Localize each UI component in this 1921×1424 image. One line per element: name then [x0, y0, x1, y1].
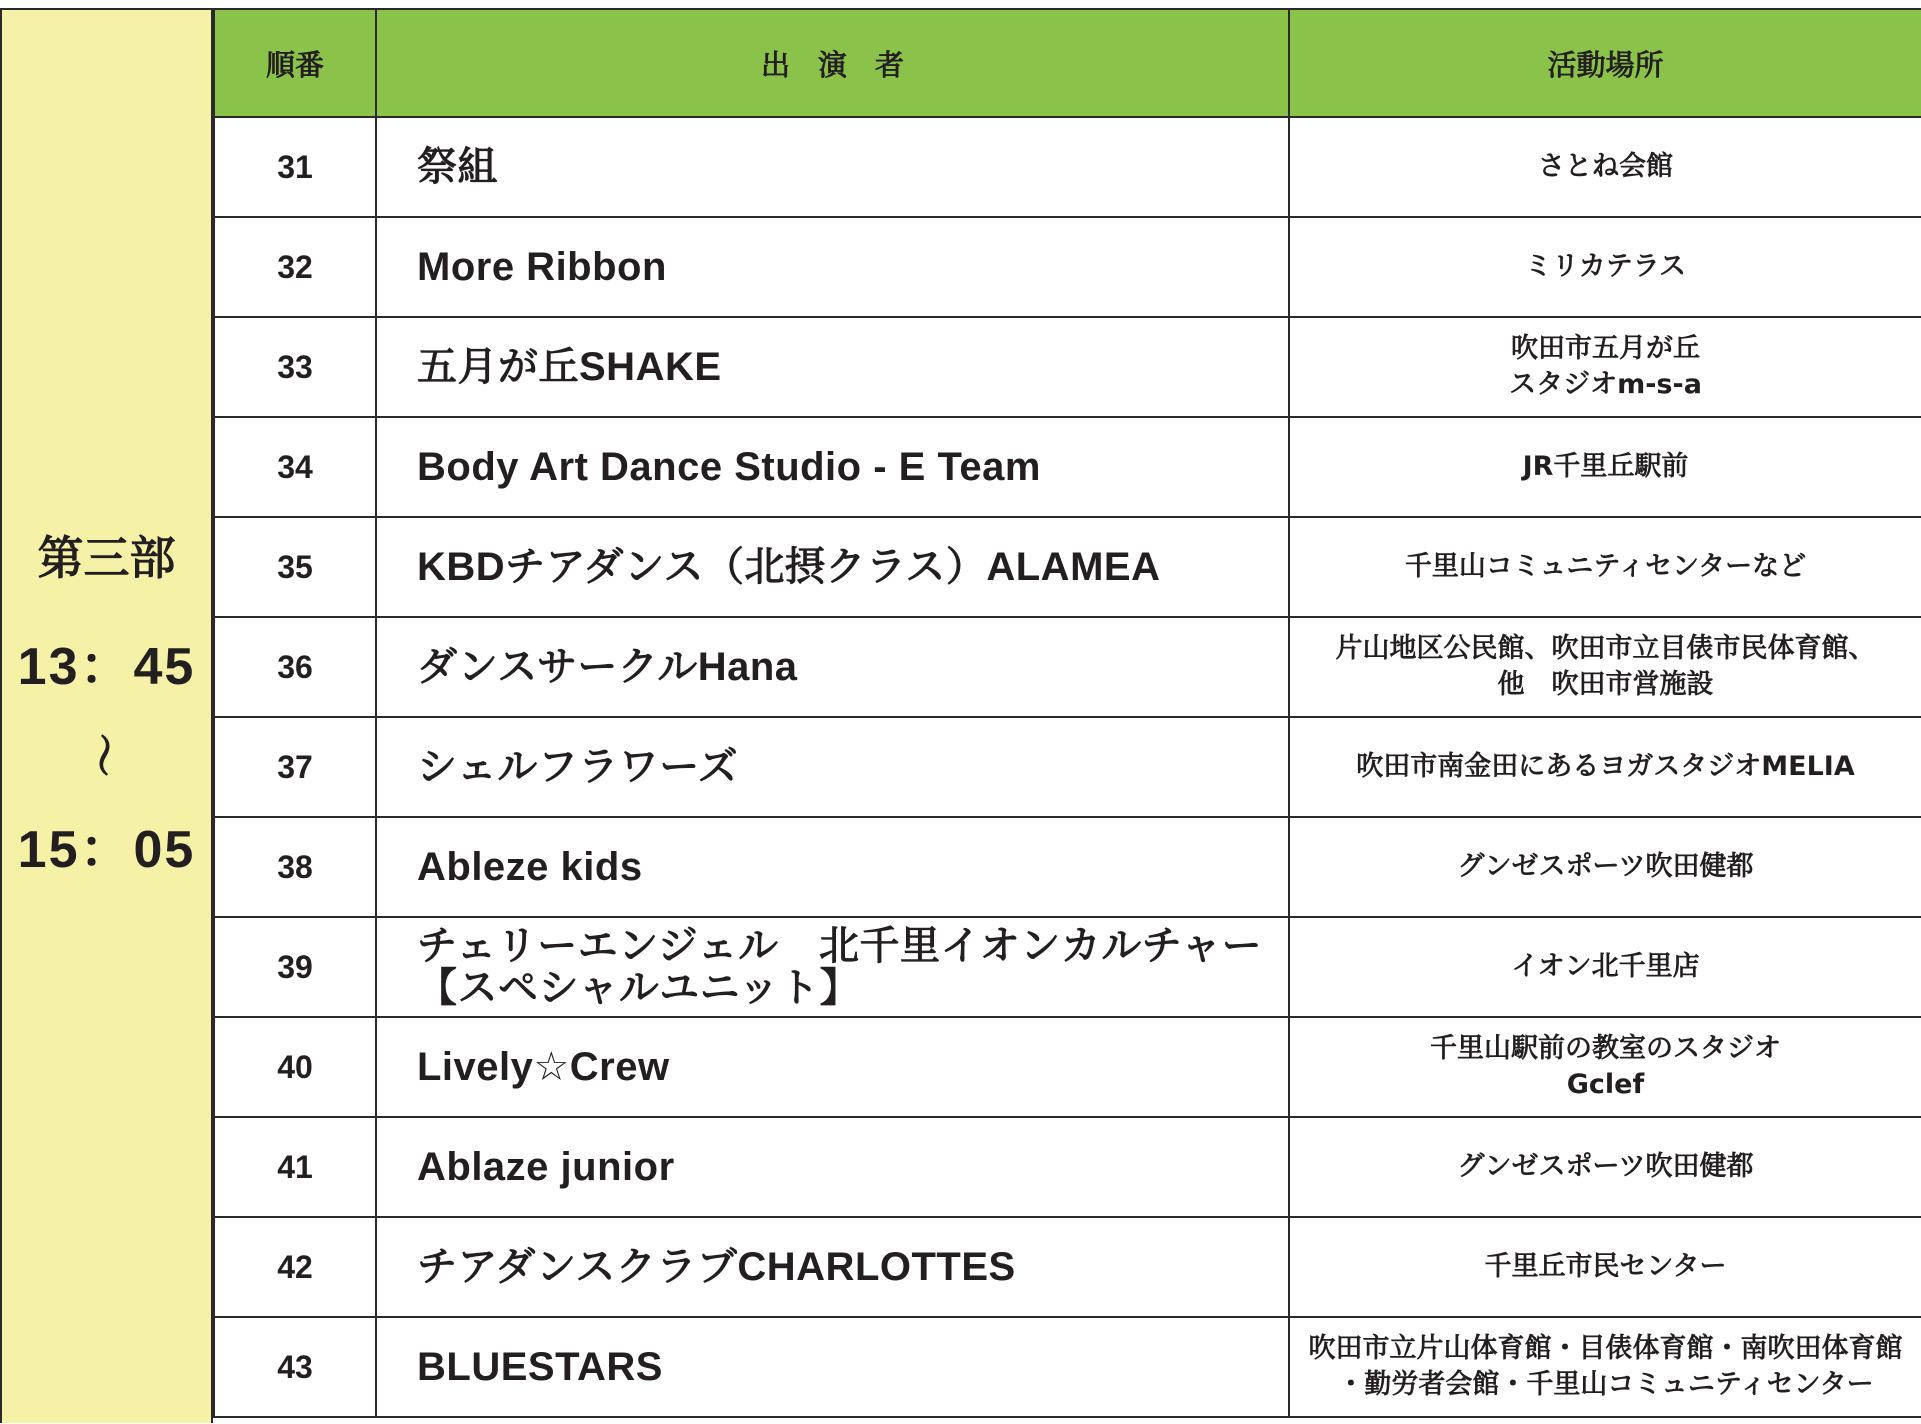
activity-location-line: 片山地区公民館、吹田市立目俵市民体育館、 [1335, 632, 1876, 664]
order-number: 41 [214, 1117, 376, 1217]
performer-name: Ableze kids [376, 817, 1289, 917]
performer-name: Ablaze junior [376, 1117, 1289, 1217]
activity-location-line: さとね会館 [1538, 150, 1673, 182]
activity-location-line: 吹田市南金田にあるヨガスタジオMELIA [1356, 750, 1855, 782]
activity-location-line: スタジオm-s-a [1509, 369, 1702, 400]
performer-name: シェルフラワーズ [376, 717, 1289, 817]
activity-location-line: JR千里丘駅前 [1522, 450, 1689, 482]
activity-location [1289, 917, 1921, 1017]
table-row [214, 717, 1921, 817]
activity-location-line: 吹田市五月が丘 [1511, 332, 1700, 364]
activity-location [1289, 1217, 1921, 1317]
performer-name: Body Art Dance Studio - E Team [376, 417, 1289, 517]
schedule-sheet [0, 8, 1921, 1423]
order-number: 36 [214, 617, 376, 717]
table-row [214, 1317, 1921, 1417]
order-number: 42 [214, 1217, 376, 1317]
performer-name: 五月が丘SHAKE [376, 317, 1289, 417]
activity-location [1289, 617, 1921, 717]
activity-location [1289, 817, 1921, 917]
performer-name-line: 【スペシャルユニット】 [417, 966, 861, 1010]
activity-location [1289, 717, 1921, 817]
activity-location [1289, 117, 1921, 217]
activity-location-line: Gclef [1566, 1069, 1645, 1100]
performer-name: チアダンスクラブCHARLOTTES [376, 1217, 1289, 1317]
performer-name: ダンスサークルHana [376, 617, 1289, 717]
table-row [214, 1117, 1921, 1217]
order-number: 37 [214, 717, 376, 817]
activity-location [1289, 1117, 1921, 1217]
activity-location-line: 他 吹田市営施設 [1497, 669, 1714, 700]
session-end-time: 15：05 [17, 820, 196, 879]
order-number: 43 [214, 1317, 376, 1417]
session-sidebar [0, 10, 213, 1423]
session-part-label: 第三部 [37, 530, 176, 585]
order-number: 33 [214, 317, 376, 417]
order-number: 35 [214, 517, 376, 617]
table-row [214, 117, 1921, 217]
activity-location-line: 千里山コミュニティセンターなど [1404, 550, 1807, 582]
performer-name: BLUESTARS [376, 1317, 1289, 1417]
session-range-tilde: ～ [76, 732, 128, 777]
performer-name: Lively☆Crew [376, 1017, 1289, 1117]
table-row [214, 517, 1921, 617]
activity-location-line: イオン北千里店 [1511, 950, 1700, 982]
activity-location [1289, 417, 1921, 517]
table-row [214, 417, 1921, 517]
table-header-row [214, 10, 1921, 117]
performer-name-line: チェリーエンジェル 北千里イオンカルチャー [417, 924, 1263, 968]
performer-name: 祭組 [376, 117, 1289, 217]
table-row [214, 1217, 1921, 1317]
activity-location [1289, 517, 1921, 617]
activity-location [1289, 317, 1921, 417]
activity-location [1289, 217, 1921, 317]
table-row [214, 317, 1921, 417]
performer-name: KBDチアダンス（北摂クラス）ALAMEA [376, 517, 1289, 617]
table-row [214, 817, 1921, 917]
performer-name: More Ribbon [376, 217, 1289, 317]
activity-location-line: 吹田市立片山体育館・目俵体育館・南吹田体育館 [1308, 1332, 1903, 1364]
activity-location-line: 千里山駅前の教室のスタジオ [1430, 1032, 1781, 1064]
order-number: 38 [214, 817, 376, 917]
order-number: 32 [214, 217, 376, 317]
table-row [214, 917, 1921, 1017]
header-performer: 出演者 [376, 10, 1289, 117]
table-row [214, 1017, 1921, 1117]
order-number: 39 [214, 917, 376, 1017]
activity-location [1289, 1317, 1921, 1417]
header-order: 順番 [214, 10, 376, 117]
performance-table [213, 10, 1921, 1418]
table-body [214, 117, 1921, 1417]
table-row [214, 217, 1921, 317]
session-start-time: 13：45 [17, 637, 196, 696]
activity-location-line: グンゼスポーツ吹田健都 [1457, 850, 1754, 882]
table-row [214, 617, 1921, 717]
performer-name [376, 917, 1289, 1017]
order-number: 34 [214, 417, 376, 517]
activity-location [1289, 1017, 1921, 1117]
order-number: 31 [214, 117, 376, 217]
activity-location-line: グンゼスポーツ吹田健都 [1457, 1150, 1754, 1182]
activity-location-line: 千里丘市民センター [1484, 1250, 1727, 1282]
activity-location-line: ・勤労者会館・千里山コミュニティセンター [1337, 1369, 1874, 1400]
order-number: 40 [214, 1017, 376, 1117]
header-location: 活動場所 [1289, 10, 1921, 117]
activity-location-line: ミリカテラス [1525, 250, 1686, 282]
